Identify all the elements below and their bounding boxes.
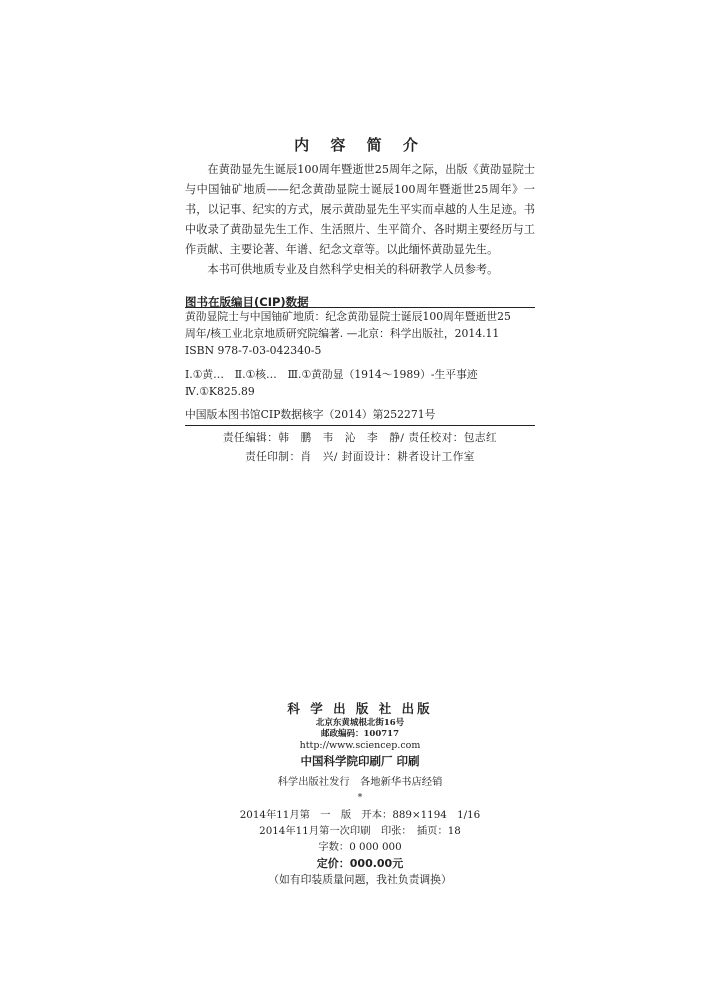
quality-note: （如有印装质量问题，我社负责调换） <box>268 873 452 886</box>
distribution: 科学出版社发行 各地新华书店经销 <box>277 776 443 788</box>
publisher-postcode: 邮政编码：100717 <box>321 729 399 739</box>
edition-info: 2014年11月第 一 版 开本：889×1194 1/16 <box>239 809 481 821</box>
cip-number: 中国版本图书馆CIP数据核字（2014）第252271号 <box>185 408 436 421</box>
summary-paragraph: 本书可供地质专业及自然科学史相关的科研教学人员参考。 <box>207 263 499 276</box>
cip-entry-line: 周年/核工业北京地质研究院编著. —北京：科学出版社，2014.11 <box>185 327 500 340</box>
cip-bottom-rule <box>185 425 535 426</box>
cip-classification-line: Ⅳ.①K825.89 <box>185 385 255 398</box>
cip-isbn: ISBN 978-7-03-042340-5 <box>185 344 322 357</box>
word-count: 字数：0 000 000 <box>318 841 402 853</box>
separator-asterisk: * <box>357 793 363 803</box>
summary-section <box>185 160 535 280</box>
publisher-address: 北京东黄城根北街16号 <box>315 718 405 728</box>
imprint-block <box>0 700 720 888</box>
summary-title: 内 容 简 介 <box>294 136 426 154</box>
publisher-name: 科 学 出 版 社 出版 <box>287 701 433 716</box>
printing-info: 2014年11月第一次印刷 印张： 插页：18 <box>259 825 461 837</box>
cip-record <box>185 308 535 423</box>
publisher-url: http://www.sciencep.com <box>299 740 421 751</box>
cip-heading: 图书在版编目(CIP)数据 <box>185 295 309 309</box>
cip-classification-line: Ⅰ.①黄… Ⅱ.①核… Ⅲ.①黄劭显（1914～1989）-生平事迹 <box>185 368 478 381</box>
cip-entry-line: 黄劭显院士与中国铀矿地质：纪念黄劭显院士诞辰100周年暨逝世25 <box>185 310 511 323</box>
summary-paragraph: 在黄劭显先生诞辰100周年暨逝世25周年之际，出版《黄劭显院士与中国铀矿地质——纪念黄劭显院士诞辰100周年暨逝世25周年》一书，以记事、纪实的方式，展示黄劭显先生平实而卓越的人生足迹。书中收录了黄劭显先生工作、生活照片、生平简介、各时期主要经历与工作贡献、主要论著、年谱、纪念文章等。以此缅怀黄劭显先生。 <box>185 163 535 256</box>
credits-block <box>185 429 535 467</box>
price: 定价：000.00元 <box>316 857 404 870</box>
printer-name: 中国科学院印刷厂 印刷 <box>300 754 420 768</box>
credits-editors: 责任编辑：韩 鹏 韦 沁 李 静/ 责任校对：包志红 <box>222 432 498 444</box>
credits-production: 责任印制：肖 兴/ 封面设计：耕者设计工作室 <box>245 451 475 463</box>
